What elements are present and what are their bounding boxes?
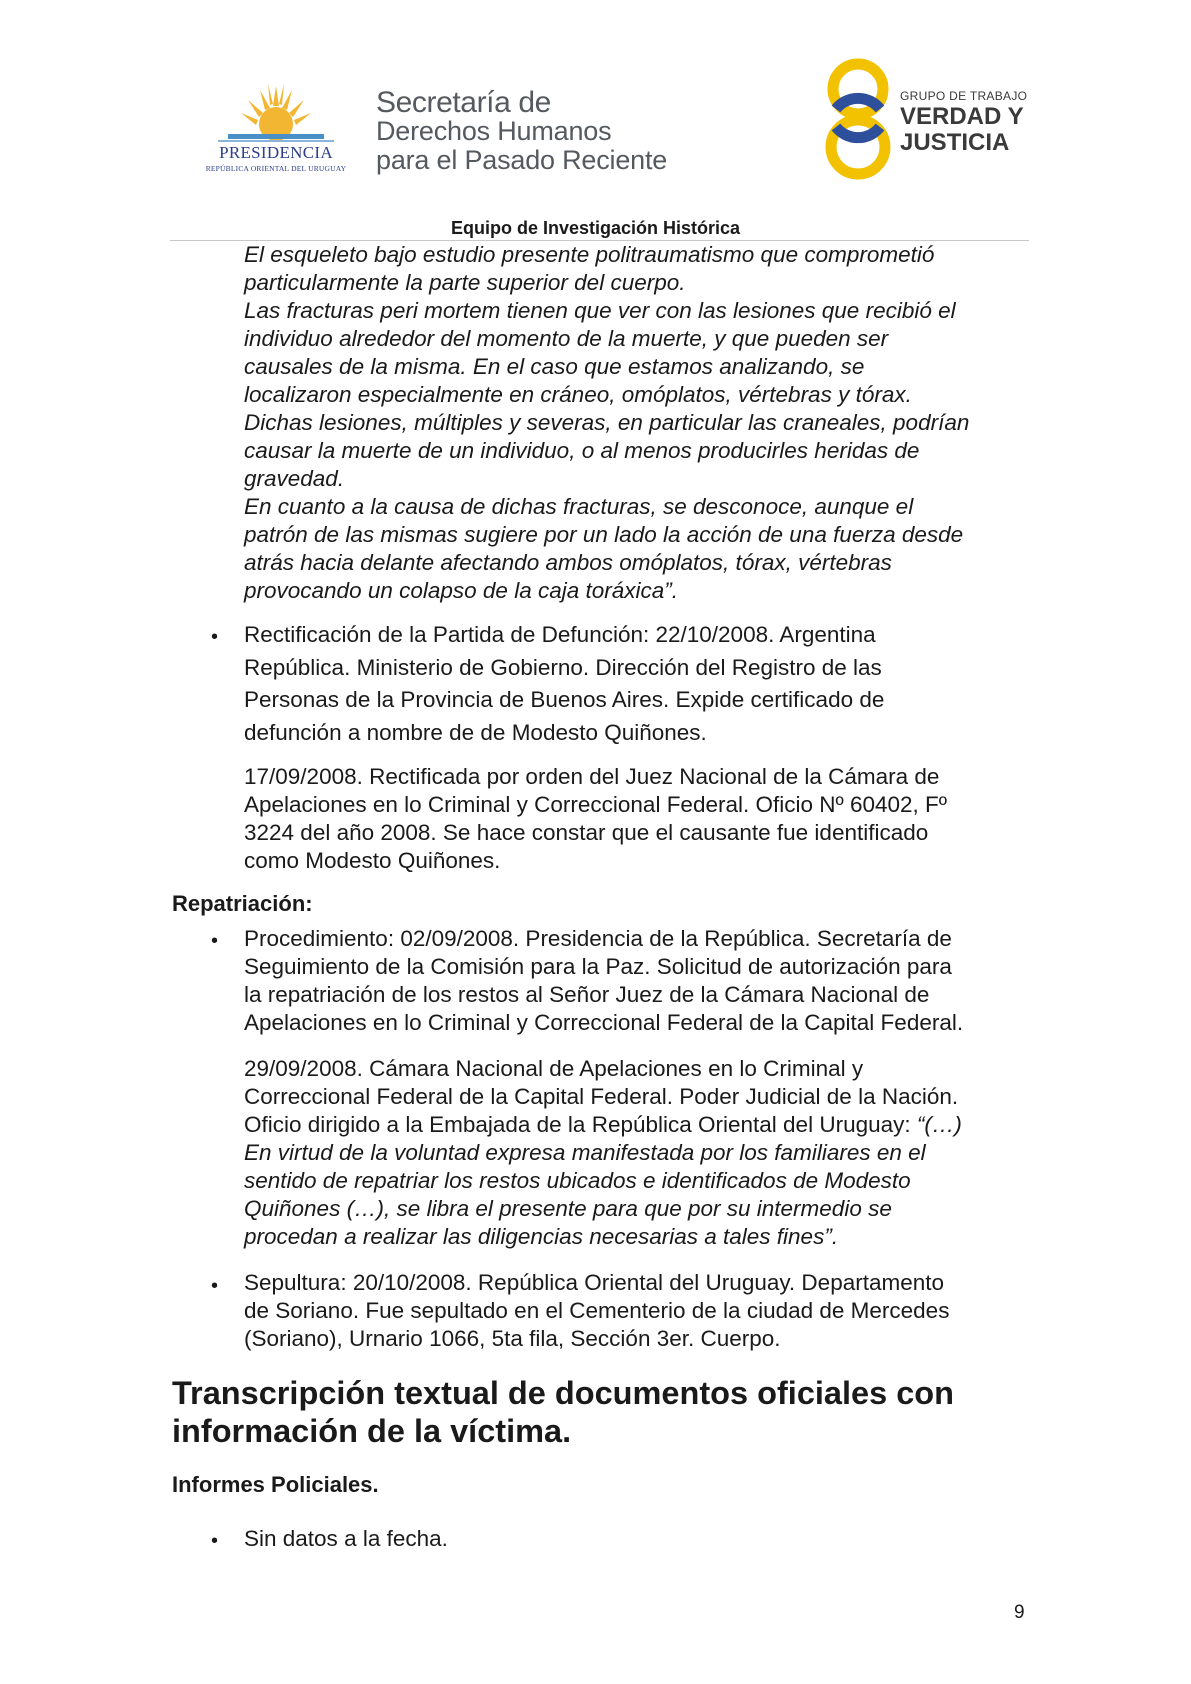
- rectificacion-line: defunción a nombre de de Modesto Quiñones.: [244, 719, 707, 745]
- quote-line: causar la muerte de un individuo, o al menos producirles heridas de: [244, 438, 920, 463]
- sepultura-line: (Soriano), Urnario 1066, 5ta fila, Sección 3er. Cuerpo.: [244, 1326, 781, 1351]
- section-heading-line: información de la víctima.: [172, 1413, 572, 1449]
- quote-line: Las fracturas peri mortem tienen que ver con las lesiones que recibió el: [244, 298, 956, 323]
- sun-emblem-icon: [198, 80, 354, 144]
- camara-line: Correccional Federal de la Capital Federal. Poder Judicial de la Nación.: [244, 1084, 959, 1109]
- procedimiento-line: Seguimiento de la Comisión para la Paz. Solicitud de autorización para: [244, 954, 952, 979]
- verdad-justicia-text: [900, 89, 1027, 155]
- secretaria-line-2: Derechos Humanos: [376, 116, 612, 146]
- camara-line: sentido de repatriar los restos ubicados e identificados de Modesto: [244, 1168, 911, 1193]
- grupo-line-1: GRUPO DE TRABAJO: [900, 89, 1028, 103]
- presidencia-logo: [198, 80, 354, 180]
- quote-line: patrón de las mismas sugiere por un lado la acción de una fuerza desde: [244, 522, 964, 547]
- camara-line: 29/09/2008. Cámara Nacional de Apelaciones en lo Criminal y: [244, 1056, 864, 1081]
- sepultura-line: de Soriano. Fue sepultado en el Cementerio de la ciudad de Mercedes: [244, 1298, 950, 1323]
- quote-line: En cuanto a la causa de dichas fracturas, se desconoce, aunque el: [244, 494, 914, 519]
- grupo-line-3: JUSTICIA: [900, 129, 1010, 156]
- camara-line: Quiñones (…), se libra el presente para que por su intermedio se: [244, 1196, 892, 1221]
- camara-paragraph: [244, 1055, 1027, 1251]
- sepultura-line: Sepultura: 20/10/2008. República Oriental del Uruguay. Departamento: [244, 1270, 945, 1295]
- quote-paragraph: [244, 241, 1027, 605]
- bullet-icon: •: [211, 626, 219, 648]
- quote-line: provocando un colapso de la caja toráxica”.: [244, 578, 679, 603]
- camara-line: procedan a realizar las diligencias necesarias a tales fines”.: [244, 1224, 839, 1249]
- secretaria-title: [376, 88, 667, 175]
- rectificada-paragraph: [244, 763, 1027, 875]
- page-number: 9: [1014, 1602, 1025, 1623]
- section-heading-line: Transcripción textual de documentos oficiales con: [172, 1375, 954, 1411]
- secretaria-line-3: para el Pasado Reciente: [376, 145, 668, 175]
- grupo-line-2: VERDAD Y: [900, 103, 1024, 130]
- rectificacion-paragraph: [244, 619, 1027, 749]
- section-heading: [172, 1374, 1027, 1450]
- procedimiento-line: Apelaciones en lo Criminal y Correccional Federal de la Capital Federal.: [244, 1010, 964, 1035]
- rectificada-line: 17/09/2008. Rectificada por orden del Juez Nacional de la Cámara de: [244, 764, 940, 789]
- camara-line-plain-part: Oficio dirigido a la Embajada de la República Oriental del Uruguay:: [244, 1112, 917, 1137]
- rectificada-line: 3224 del año 2008. Se hace constar que el causante fue identificado: [244, 820, 929, 845]
- presidencia-subtitle: REPÚBLICA ORIENTAL DEL URUGUAY: [205, 164, 347, 173]
- quote-line: El esqueleto bajo estudio presente politraumatismo que comprometió: [244, 242, 935, 267]
- rectificacion-line: Personas de la Provincia de Buenos Aires. Expide certificado de: [244, 687, 885, 712]
- unit-title: Equipo de Investigación Histórica: [450, 218, 741, 238]
- informes-heading: Informes Policiales.: [172, 1472, 379, 1497]
- quote-line: Dichas lesiones, múltiples y severas, en particular las craneales, podrían: [244, 410, 970, 435]
- repatriacion-heading: Repatriación:: [172, 891, 313, 916]
- camara-line: En virtud de la voluntad expresa manifestada por los familiares en el: [244, 1140, 926, 1165]
- linked-rings-icon: [822, 57, 897, 182]
- rectificada-line: como Modesto Quiñones.: [244, 848, 501, 873]
- quote-line: gravedad.: [244, 466, 345, 491]
- quote-line: causales de la misma. En el caso que estamos analizando, se: [244, 354, 865, 379]
- procedimiento-line: Procedimiento: 02/09/2008. Presidencia de la República. Secretaría de: [244, 926, 952, 951]
- rectificada-line: Apelaciones en lo Criminal y Correccional Federal. Oficio Nº 60402, Fº: [244, 792, 947, 817]
- sepultura-paragraph: [244, 1269, 1027, 1353]
- bullet-icon: •: [211, 1530, 219, 1552]
- secretaria-line-1: Secretaría de: [376, 86, 551, 119]
- sin-datos-text: Sin datos a la fecha.: [244, 1526, 448, 1551]
- quote-line: localizaron especialmente en cráneo, omóplatos, vértebras y tórax.: [244, 382, 912, 407]
- rectificacion-line: República. Ministerio de Gobierno. Dirección del Registro de las: [244, 654, 882, 680]
- quote-line: particularmente la parte superior del cuerpo.: [244, 270, 686, 295]
- sin-datos-paragraph: [244, 1525, 1027, 1553]
- bullet-icon: •: [211, 1275, 219, 1297]
- quote-line: individuo alrededor del momento de la muerte, y que pueden ser: [244, 326, 889, 351]
- camara-line: [244, 1111, 1027, 1139]
- presidencia-name: PRESIDENCIA: [219, 143, 333, 162]
- procedimiento-line: la repatriación de los restos al Señor Juez de la Cámara Nacional de: [244, 982, 930, 1007]
- procedimiento-paragraph: [244, 925, 1027, 1037]
- rectificacion-line: Rectificación de la Partida de Defunción: 22/10/2008. Argentina: [244, 622, 876, 647]
- quote-line: atrás hacia delante afectando ambos omóplatos, tórax, vértebras: [244, 550, 892, 575]
- verdad-justicia-logo: [822, 57, 1032, 182]
- bullet-icon: •: [211, 930, 219, 952]
- camara-line-italic-part: “(…): [916, 1112, 962, 1137]
